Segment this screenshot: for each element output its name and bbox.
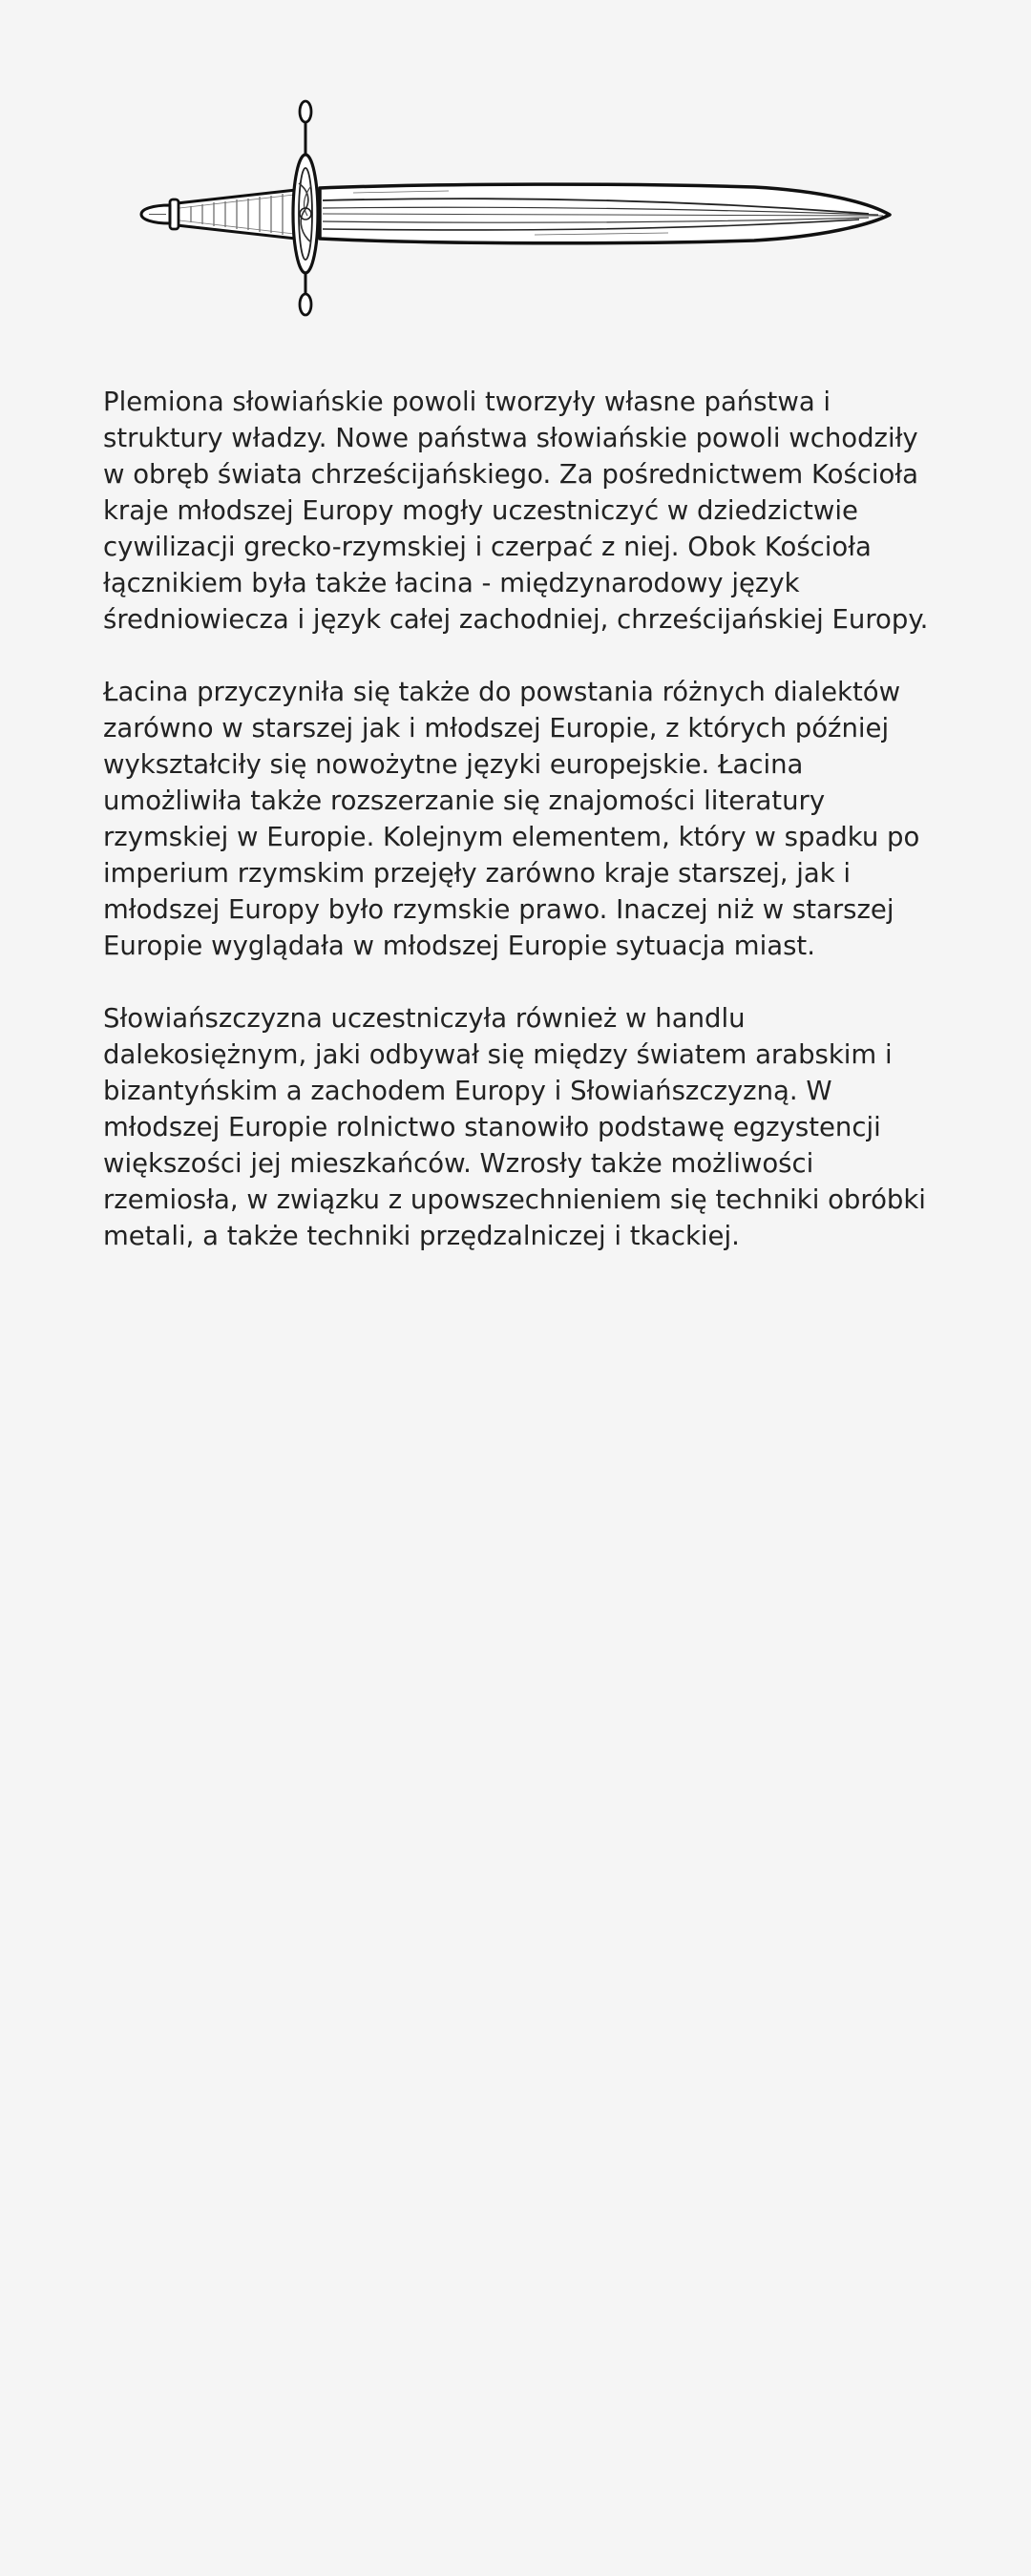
article-body: [103, 384, 943, 1254]
sword-illustration: [134, 95, 897, 325]
paragraph: Łacina przyczyniła się także do powstania różnych dialektów zarówno w starszej jak i młodszej Europie, z których później wykształciły się nowożytne języki europejskie. Łacina umożliwiła także rozszerzanie się znajomości literatury rzymskiej w Europie. Kolejnym elementem, który w spadku po imperium rzymskim przejęły zarówno kraje starszej, jak i młodszej Europy było rzymskie prawo. Inaczej niż w starszej Europie wyglądała w młodszej Europie sytuacja miast.: [103, 677, 920, 961]
paragraph: Słowiańszczyzna uczestniczyła również w handlu dalekosiężnym, jaki odbywał się między światem arabskim i bizantyńskim a zachodem Europy i Słowiańszczyzną. W młodszej Europie rolnictwo stanowiło podstawę egzystencji większości jej mieszkańców. Wzrosły także możliwości rzemiosła, w związku z upowszechnieniem się techniki obróbki metali, a także techniki przędzalniczej i tkackiej.: [103, 1003, 926, 1251]
paragraph: Plemiona słowiańskie powoli tworzyły własne państwa i struktury władzy. Nowe państwa słowiańskie powoli wchodziły w obręb świata chrześcijańskiego. Za pośrednictwem Kościoła kraje młodszej Europy mogły uczestniczyć w dziedzictwie cywilizacji grecko-rzymskiej i czerpać z niej. Obok Kościoła łącznikiem była także łacina - międzynarodowy język średniowiecza i język całej zachodniej, chrześcijańskiej Europy.: [103, 387, 929, 635]
sword-icon: [134, 95, 897, 325]
